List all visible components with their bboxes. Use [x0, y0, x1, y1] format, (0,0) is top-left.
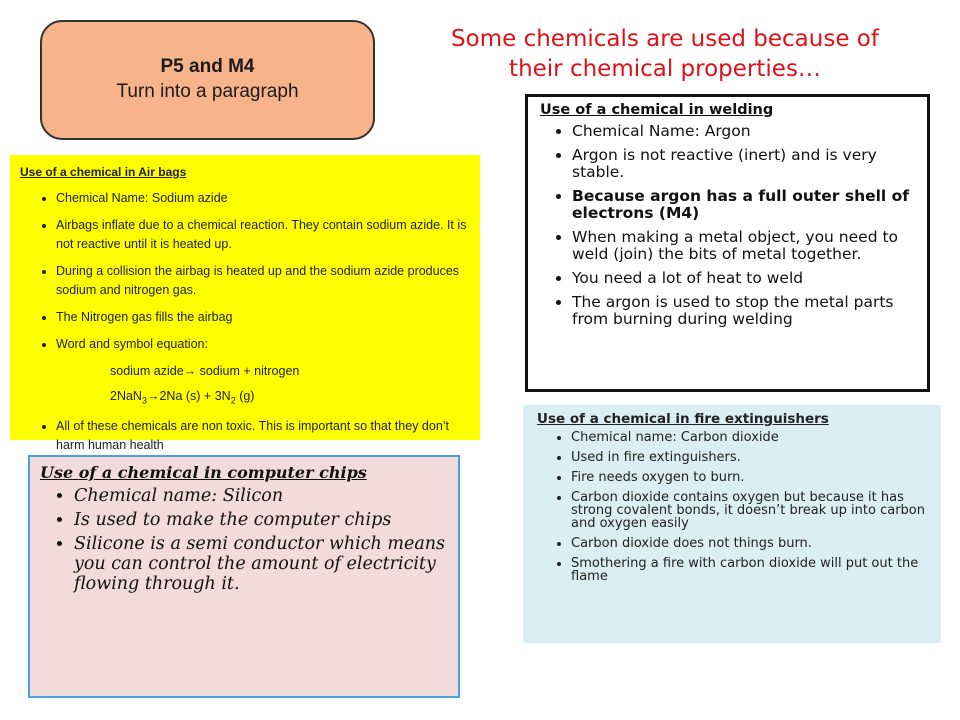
heading-line-1: Some chemicals are used because of [451, 26, 879, 52]
list-item: • Silicone is a semi conductor which means you can control the amount of electricity flowing through it. [74, 534, 448, 594]
list-item: • The Nitrogen gas fills the airbag [56, 308, 470, 327]
list-item: • During a collision the airbag is heated up and the sodium azide produces sodium and nitrogen gas. [56, 262, 470, 300]
list-item: • Smothering a fire with carbon dioxide will put out the flame [571, 557, 927, 583]
airbags-header: Use of a chemical in Air bags [20, 165, 187, 179]
word-equation [56, 362, 470, 381]
list-item: • Because argon has a full outer shell of electrons (M4) [572, 188, 915, 222]
list-item: • Chemical Name: Argon [572, 123, 915, 140]
list-item: • Fire needs oxygen to burn. [571, 471, 927, 484]
list-item: • Airbags inflate due to a chemical reaction. They contain sodium azide. It is not reactive until it is heated up. [56, 216, 470, 254]
tag-subtitle: Turn into a paragraph [116, 81, 299, 102]
list-item: • Chemical name: Carbon dioxide [571, 431, 927, 444]
welding-box [525, 94, 930, 392]
list-item: • Is used to make the computer chips [74, 510, 448, 530]
symbol-eq-part: 2NaN [110, 389, 142, 403]
list-item: • Word and symbol equation: [56, 335, 470, 354]
list-item: • Carbon dioxide contains oxygen but because it has strong covalent bonds, it doesn’t break up into carbon and oxygen easily [571, 491, 927, 530]
list-item: • Carbon dioxide does not things burn. [571, 537, 927, 550]
welding-header: Use of a chemical in welding [540, 102, 774, 118]
word-eq-left: sodium azide [110, 364, 184, 378]
chips-header: Use of a chemical in computer chips [40, 463, 367, 482]
airbags-box [10, 155, 480, 452]
fire-list [537, 431, 927, 583]
title-tag-box [40, 20, 375, 140]
list-item: • Used in fire extinguishers. [571, 451, 927, 464]
symbol-eq-part: (g) [235, 389, 255, 403]
subscript: 2 [230, 395, 236, 406]
slide-heading [395, 24, 935, 84]
arrow-icon: → [146, 389, 160, 403]
arrow-icon: → [183, 364, 197, 378]
list-item: • All of these chemicals are non toxic. This is important so that they don’t harm human health [56, 417, 470, 455]
list-item: • Chemical Name: Sodium azide [56, 189, 470, 208]
heading-line-2: their chemical properties… [509, 56, 821, 82]
list-item: • The argon is used to stop the metal parts from burning during welding [572, 294, 915, 328]
word-eq-right: sodium + nitrogen [196, 364, 300, 378]
list-item: • Argon is not reactive (inert) and is very stable. [572, 147, 915, 181]
symbol-eq-part: 2Na (s) + 3N [159, 389, 231, 403]
list-item: • You need a lot of heat to weld [572, 270, 915, 287]
list-item: • When making a metal object, you need to weld (join) the bits of metal together. [572, 229, 915, 263]
tag-title: P5 and M4 [160, 56, 255, 77]
symbol-equation [56, 387, 470, 411]
chips-list [40, 486, 448, 594]
airbags-list [20, 189, 470, 455]
fire-extinguisher-box [523, 405, 941, 643]
fire-header: Use of a chemical in fire extinguishers [537, 411, 829, 427]
subscript: 3 [141, 395, 147, 406]
welding-list [540, 123, 915, 328]
computer-chips-box [28, 455, 460, 698]
list-item: • Chemical name: Silicon [74, 486, 448, 506]
